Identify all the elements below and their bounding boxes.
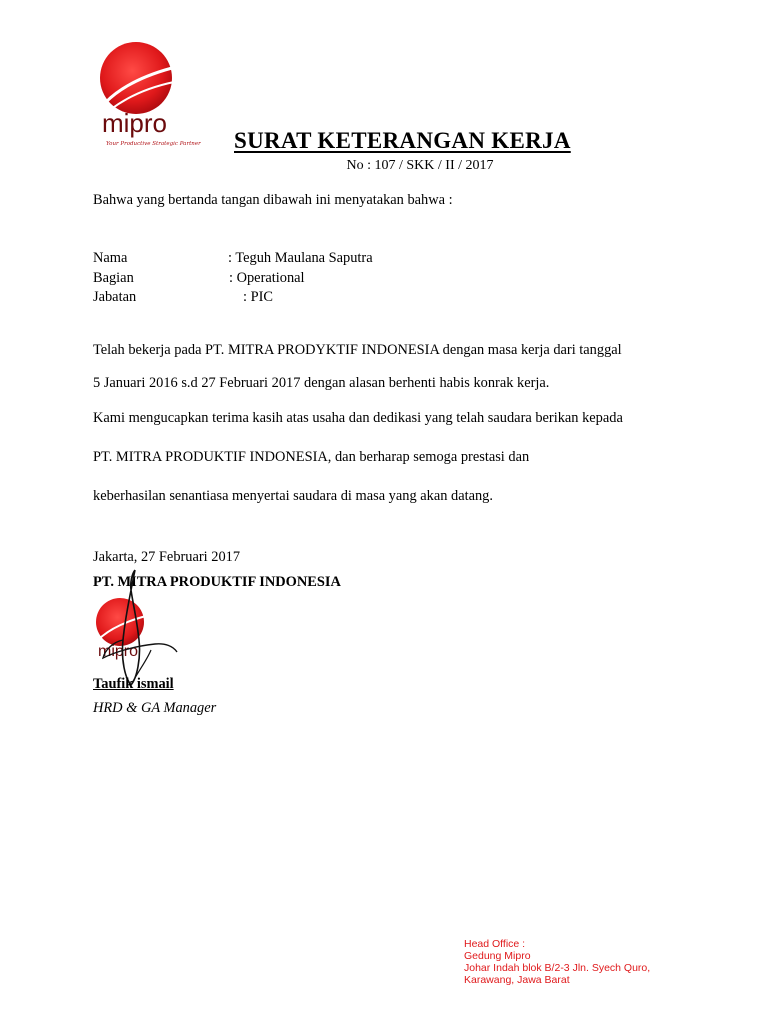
field-label-jabatan: Jabatan (93, 289, 137, 305)
intro-text: Bahwa yang bertanda tangan dibawah ini menyatakan bahwa : (93, 192, 453, 208)
place-date: Jakarta, 27 Februari 2017 (93, 549, 241, 565)
footer-line: Head Office : (464, 938, 526, 950)
paragraph-line: PT. MITRA PRODUKTIF INDONESIA, dan berharap semoga prestasi dan (93, 449, 530, 465)
footer-line: Karawang, Jawa Barat (464, 974, 570, 986)
field-value-bagian: : Operational (229, 270, 305, 286)
paragraph-line: keberhasilan senantiasa menyertai saudara di masa yang akan datang. (93, 488, 493, 504)
document-title: SURAT KETERANGAN KERJA (234, 128, 571, 153)
paragraph-line: 5 Januari 2016 s.d 27 Februari 2017 dengan alasan berhenti habis konrak kerja. (93, 375, 550, 391)
signer-title: HRD & GA Manager (93, 700, 217, 716)
field-value-nama: : Teguh Maulana Saputra (228, 250, 373, 266)
document-number: No : 107 / SKK / II / 2017 (346, 158, 494, 173)
stamp-brand-text: mipro (98, 643, 139, 660)
signer-name: Taufik ismail (93, 676, 174, 692)
footer-line: Johar Indah blok B/2-3 Jln. Syech Quro, (464, 962, 651, 974)
footer-address (464, 938, 650, 986)
logo-brand-text: mipro (102, 108, 168, 138)
company-logo (88, 40, 208, 150)
paragraph-line: Kami mengucapkan terima kasih atas usaha dan dedikasi yang telah saudara berikan kepada (93, 410, 623, 426)
closing-company: PT. MITRA PRODUKTIF INDONESIA (93, 574, 341, 590)
logo-tagline: Your Productive Strategic Partner (106, 141, 201, 147)
field-value-jabatan: : PIC (243, 289, 273, 305)
field-label-bagian: Bagian (93, 270, 134, 286)
field-label-nama: Nama (93, 250, 128, 266)
paragraph-line: Telah bekerja pada PT. MITRA PRODYKTIF INDONESIA dengan masa kerja dari tanggal (93, 342, 622, 358)
footer-line: Gedung Mipro (464, 950, 531, 962)
